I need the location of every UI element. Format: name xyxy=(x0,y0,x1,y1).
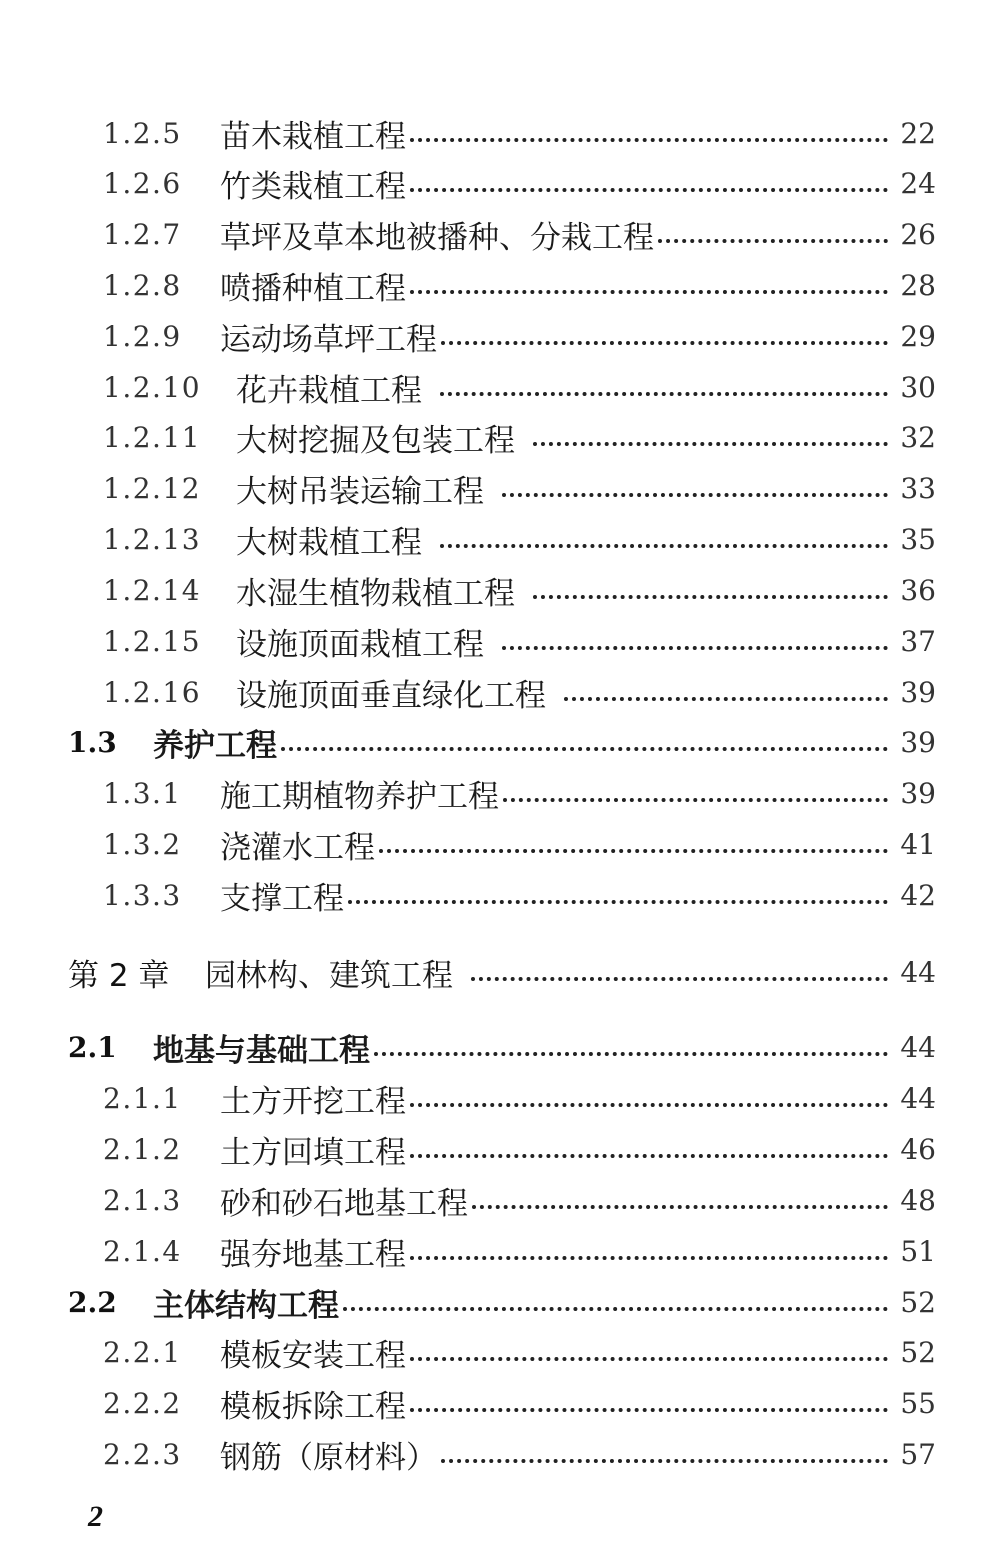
dot-leader xyxy=(410,1406,888,1412)
toc-entry xyxy=(0,1226,988,1276)
toc-entry-page: 37 xyxy=(900,624,936,658)
toc-entry-number: 2.2.1 xyxy=(103,1335,182,1369)
toc-entry xyxy=(0,412,988,462)
toc-entry-page: 51 xyxy=(900,1234,936,1268)
toc-entry-number: 1.2.13 xyxy=(103,522,202,556)
toc-entry-title: 土方回填工程 xyxy=(220,1134,406,1171)
toc-entry-page: 39 xyxy=(900,725,936,759)
toc-entry xyxy=(0,717,988,767)
toc-entry-number: 2.1 xyxy=(68,1030,117,1064)
toc-entry-page: 26 xyxy=(900,217,936,251)
toc-entry-number: 1.2.16 xyxy=(103,675,202,709)
toc-entry xyxy=(0,463,988,513)
dot-leader xyxy=(564,695,888,701)
dot-leader xyxy=(379,847,888,853)
toc-entry-title: 钢筋（原材料） xyxy=(220,1439,437,1476)
toc-entry xyxy=(0,1175,988,1225)
toc-entry-number: 1.3 xyxy=(68,725,117,759)
toc-entry-page: 35 xyxy=(900,522,936,556)
toc-entry-number: 2.1.4 xyxy=(103,1234,182,1268)
toc-entry-number: 1.2.7 xyxy=(103,217,182,251)
toc-entry xyxy=(0,311,988,361)
dot-leader xyxy=(410,1254,888,1260)
toc-entry-title: 园林构、建筑工程 xyxy=(205,957,453,994)
toc-entry-title: 强夯地基工程 xyxy=(220,1236,406,1273)
toc-entry-page: 52 xyxy=(900,1285,936,1319)
dot-leader xyxy=(441,339,888,345)
toc-entry xyxy=(0,947,988,997)
toc-entry-number: 2.2.3 xyxy=(103,1437,182,1471)
toc-entry xyxy=(0,1277,988,1327)
dot-leader xyxy=(502,491,888,497)
toc-entry-title: 大树挖掘及包装工程 xyxy=(236,422,515,459)
dot-leader xyxy=(281,745,888,751)
dot-leader xyxy=(410,186,888,192)
toc-entry-title: 设施顶面栽植工程 xyxy=(236,626,484,663)
toc-entry-page: 39 xyxy=(900,776,936,810)
dot-leader xyxy=(658,237,888,243)
toc-entry-page: 44 xyxy=(900,955,936,989)
toc-entry xyxy=(0,667,988,717)
toc-entry xyxy=(0,1022,988,1072)
toc-entry-title: 苗木栽植工程 xyxy=(220,118,406,155)
toc-entry-title: 大树栽植工程 xyxy=(236,524,422,561)
toc-entry-title: 主体结构工程 xyxy=(153,1287,339,1324)
dot-leader xyxy=(533,593,888,599)
toc-entry xyxy=(0,362,988,412)
toc-entry-number: 1.3.1 xyxy=(103,776,182,810)
toc-entry-number: 1.2.8 xyxy=(103,268,182,302)
toc-entry-title: 模板安装工程 xyxy=(220,1337,406,1374)
toc-entry xyxy=(0,1073,988,1123)
dot-leader xyxy=(374,1050,888,1056)
toc-entry-page: 46 xyxy=(900,1132,936,1166)
toc-entry-number: 第 2 章 xyxy=(68,957,170,994)
toc-entry-title: 施工期植物养护工程 xyxy=(220,778,499,815)
toc-entry-page: 55 xyxy=(900,1386,936,1420)
toc-entry-page: 42 xyxy=(900,878,936,912)
toc-entry-title: 草坪及草本地被播种、分栽工程 xyxy=(220,219,654,256)
toc-entry-page: 44 xyxy=(900,1030,936,1064)
toc-entry-page: 36 xyxy=(900,573,936,607)
toc-entry-title: 土方开挖工程 xyxy=(220,1083,406,1120)
toc-entry-page: 29 xyxy=(900,319,936,353)
toc-entry xyxy=(0,1378,988,1428)
toc-entry xyxy=(0,209,988,259)
dot-leader xyxy=(441,1457,888,1463)
toc-entry-page: 24 xyxy=(900,166,936,200)
toc-entry xyxy=(0,1429,988,1479)
toc-entry xyxy=(0,158,988,208)
toc-entry-number: 1.2.9 xyxy=(103,319,182,353)
dot-leader xyxy=(348,898,888,904)
toc-entry-title: 竹类栽植工程 xyxy=(220,168,406,205)
toc-entry-page: 30 xyxy=(900,370,936,404)
dot-leader xyxy=(533,440,888,446)
toc-entry-title: 浇灌水工程 xyxy=(220,829,375,866)
toc-entry-number: 1.2.15 xyxy=(103,624,202,658)
toc-entry-number: 2.1.1 xyxy=(103,1081,182,1115)
toc-entry xyxy=(0,768,988,818)
toc-entry-number: 2.1.2 xyxy=(103,1132,182,1166)
toc-entry xyxy=(0,616,988,666)
toc-entry-number: 2.1.3 xyxy=(103,1183,182,1217)
toc-entry-title: 支撑工程 xyxy=(220,880,344,917)
toc-entry-page: 57 xyxy=(900,1437,936,1471)
toc-entry-number: 1.2.12 xyxy=(103,471,202,505)
toc-entry-title: 水湿生植物栽植工程 xyxy=(236,575,515,612)
toc-entry xyxy=(0,1327,988,1377)
dot-leader xyxy=(343,1305,888,1311)
page-number: 2 xyxy=(88,1500,103,1533)
toc-entry-number: 1.2.10 xyxy=(103,370,202,404)
toc-entry xyxy=(0,108,988,158)
dot-leader xyxy=(440,390,888,396)
toc-entry-page: 41 xyxy=(900,827,936,861)
toc-entry-page: 39 xyxy=(900,675,936,709)
toc-entry-title: 花卉栽植工程 xyxy=(236,372,422,409)
toc-entry xyxy=(0,819,988,869)
toc-entry-page: 28 xyxy=(900,268,936,302)
toc-entry-number: 1.2.14 xyxy=(103,573,202,607)
dot-leader xyxy=(410,1152,888,1158)
toc-entry-number: 1.3.2 xyxy=(103,827,182,861)
toc-entry-page: 44 xyxy=(900,1081,936,1115)
dot-leader xyxy=(503,796,888,802)
toc-entry-number: 1.3.3 xyxy=(103,878,182,912)
toc-entry-title: 运动场草坪工程 xyxy=(220,321,437,358)
dot-leader xyxy=(410,136,888,142)
toc-entry-page: 48 xyxy=(900,1183,936,1217)
toc-entry-number: 1.2.6 xyxy=(103,166,182,200)
toc-entry-page: 32 xyxy=(900,420,936,454)
toc-entry-page: 33 xyxy=(900,471,936,505)
dot-leader xyxy=(410,1101,888,1107)
toc-entry xyxy=(0,260,988,310)
toc-entry xyxy=(0,1124,988,1174)
toc-entry-title: 地基与基础工程 xyxy=(153,1032,370,1069)
toc-entry-number: 2.2.2 xyxy=(103,1386,182,1420)
dot-leader xyxy=(502,644,888,650)
toc-entry-title: 喷播种植工程 xyxy=(220,270,406,307)
toc-entry-title: 砂和砂石地基工程 xyxy=(220,1185,468,1222)
toc-entry-title: 大树吊装运输工程 xyxy=(236,473,484,510)
dot-leader xyxy=(410,1355,888,1361)
toc-entry xyxy=(0,514,988,564)
toc-entry-number: 2.2 xyxy=(68,1285,117,1319)
toc-entry xyxy=(0,870,988,920)
dot-leader xyxy=(471,975,888,981)
dot-leader xyxy=(410,288,888,294)
toc-entry xyxy=(0,565,988,615)
dot-leader xyxy=(440,542,888,548)
toc-entry-page: 22 xyxy=(900,116,936,150)
toc-entry-title: 养护工程 xyxy=(153,727,277,764)
toc-entry-number: 1.2.11 xyxy=(103,420,202,454)
toc-entry-page: 52 xyxy=(900,1335,936,1369)
toc-entry-title: 设施顶面垂直绿化工程 xyxy=(236,677,546,714)
toc-entry-title: 模板拆除工程 xyxy=(220,1388,406,1425)
toc-entry-number: 1.2.5 xyxy=(103,116,182,150)
dot-leader xyxy=(472,1203,888,1209)
